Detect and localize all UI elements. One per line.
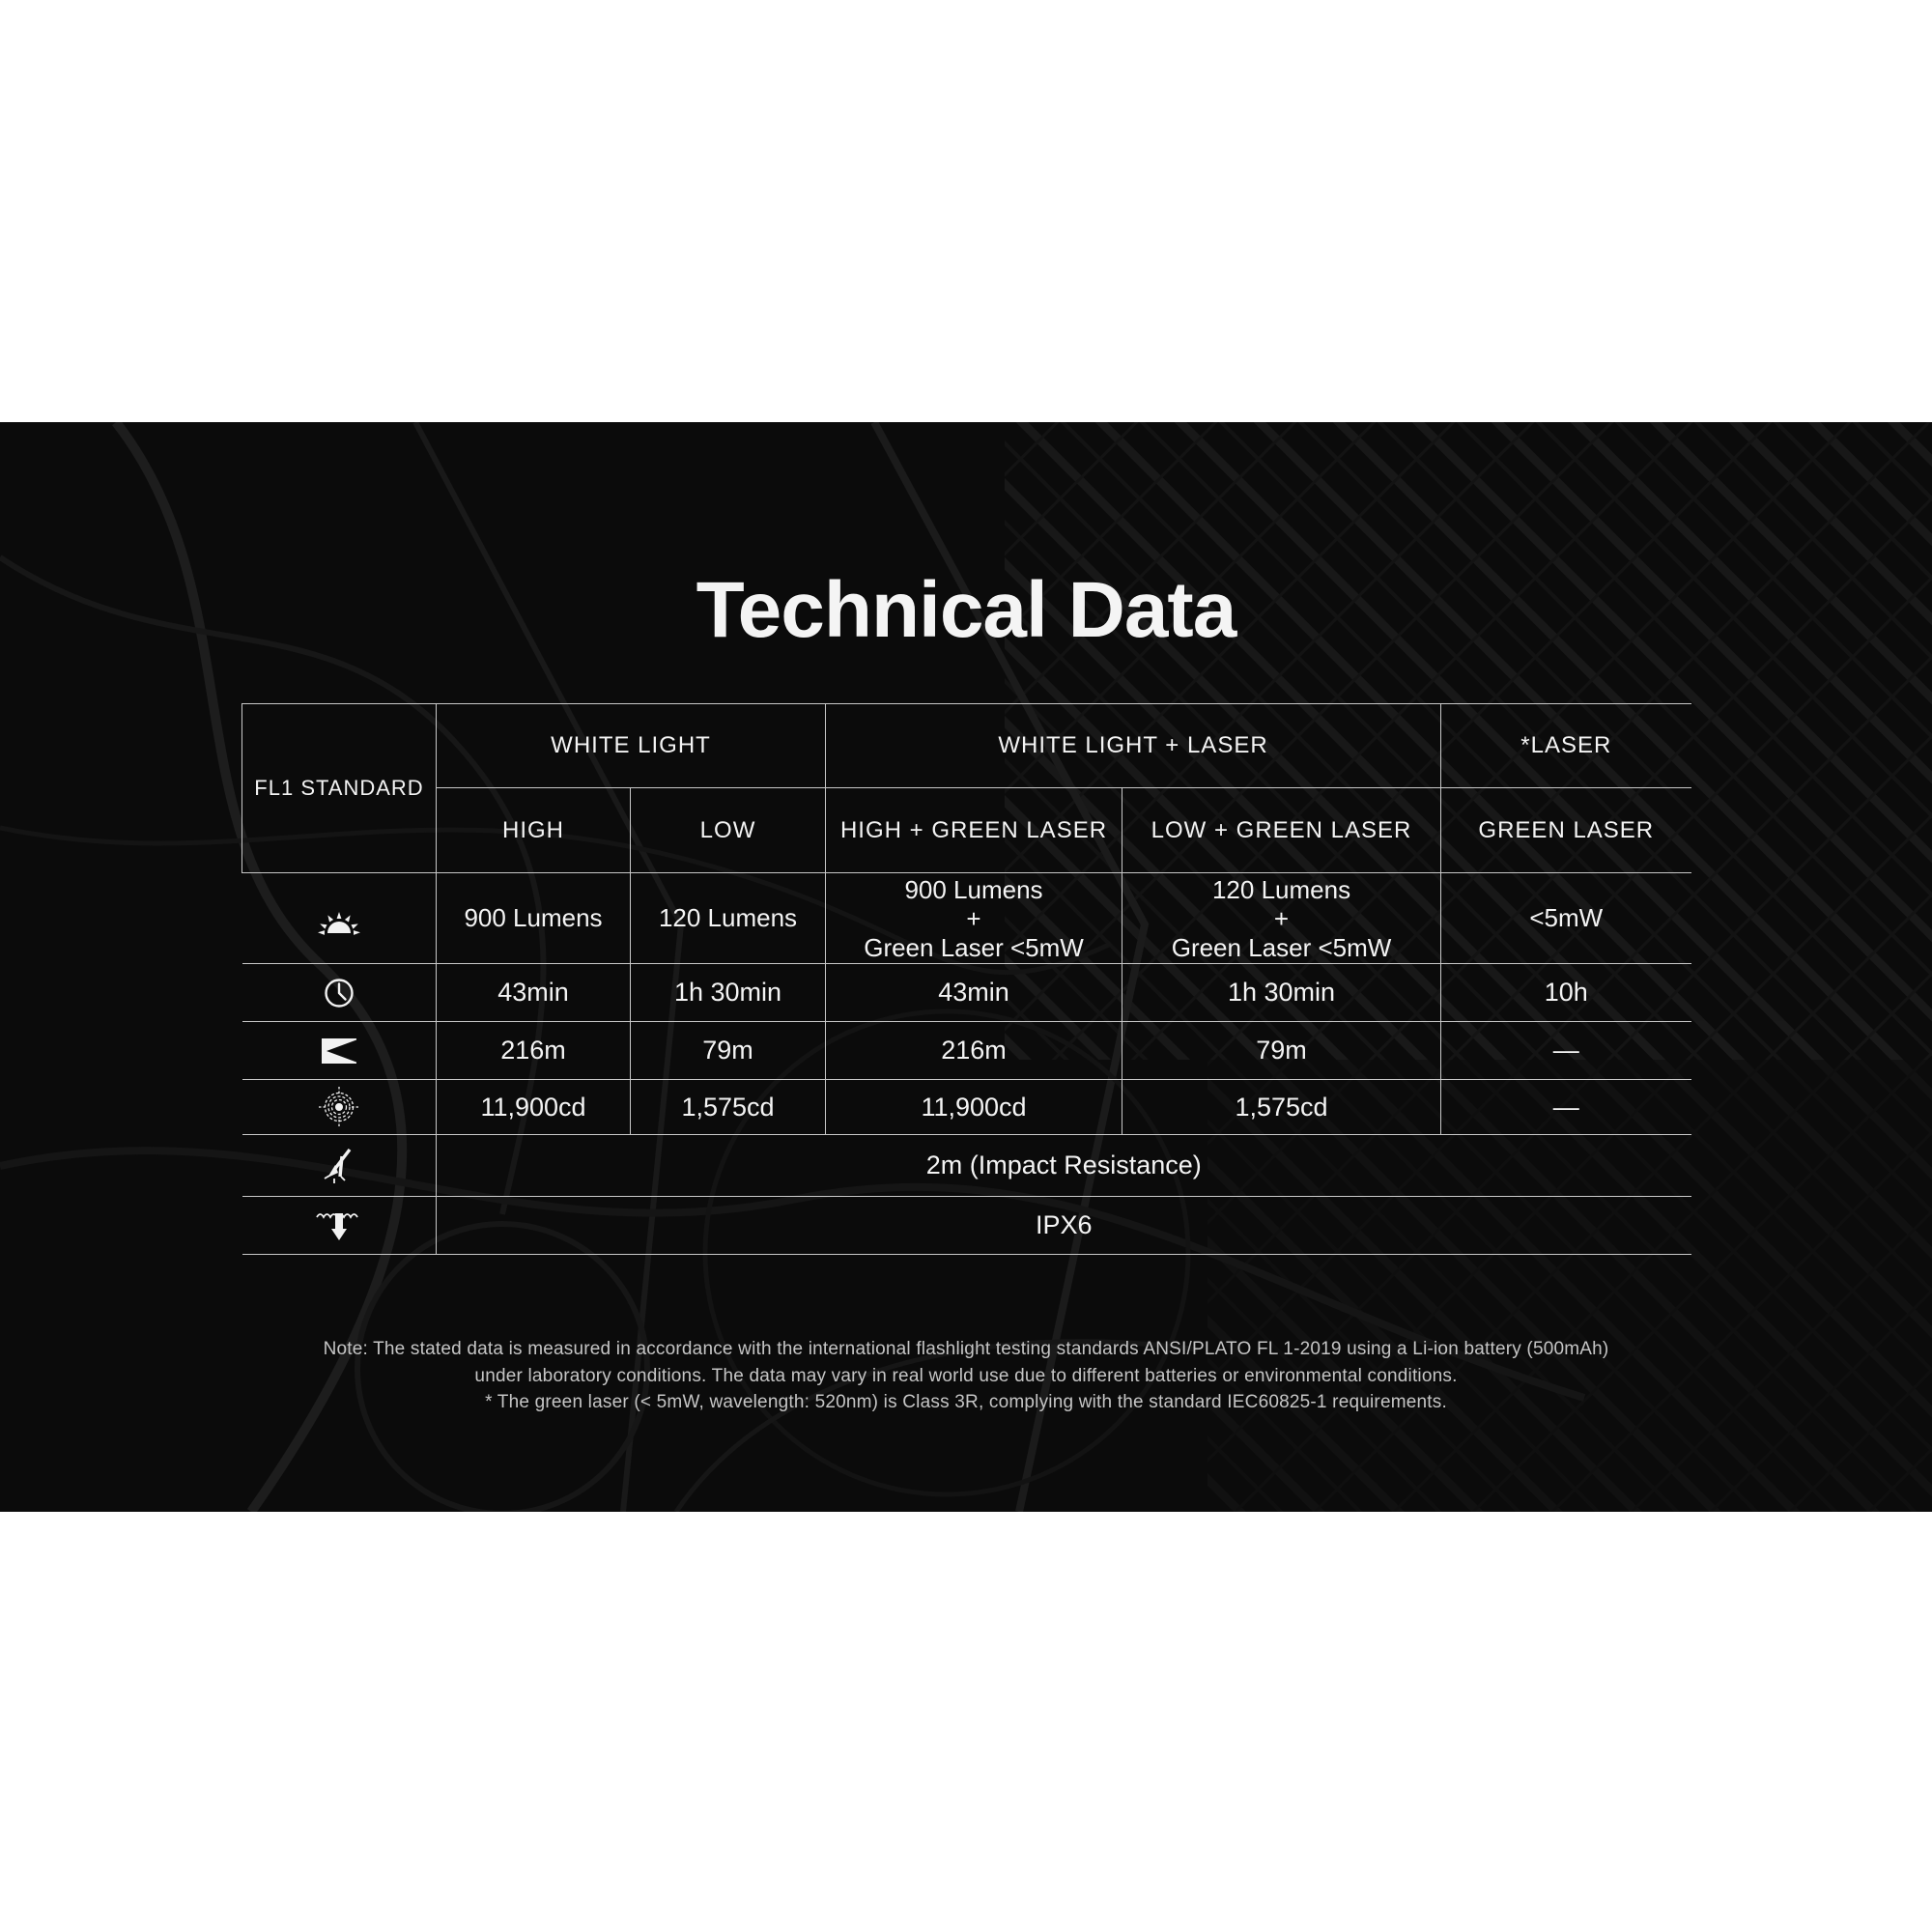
brightness-icon xyxy=(311,898,367,939)
cell-intensity-high: 11,900cd xyxy=(437,1080,631,1135)
group-header-laser: *LASER xyxy=(1441,704,1691,788)
slide xyxy=(0,422,1932,1512)
row-icon-cell xyxy=(242,1135,437,1197)
row-icon-cell xyxy=(242,964,437,1022)
cell-runtime-high: 43min xyxy=(437,964,631,1022)
table-row-impact-resistance xyxy=(242,1135,1691,1197)
page-title: Technical Data xyxy=(696,566,1236,654)
cell-runtime-high-laser: 43min xyxy=(826,964,1122,1022)
table-row-runtime xyxy=(242,964,1691,1022)
impact-resistance-icon xyxy=(315,1144,363,1188)
column-header-low: LOW xyxy=(631,788,826,873)
table-row-water-resistance xyxy=(242,1197,1691,1255)
cell-lumens-low-laser: 120 Lumens + Green Laser <5mW xyxy=(1122,873,1441,964)
cell-runtime-low: 1h 30min xyxy=(631,964,826,1022)
cell-laser-output: <5mW xyxy=(1441,873,1691,964)
column-header-high-green-laser: HIGH + GREEN LASER xyxy=(826,788,1122,873)
cell-distance-laser: — xyxy=(1441,1022,1691,1080)
cell-intensity-low: 1,575cd xyxy=(631,1080,826,1135)
row-icon-cell xyxy=(242,873,437,964)
footnote xyxy=(0,1336,1932,1416)
row-icon-cell xyxy=(242,1080,437,1135)
cell-intensity-low-laser: 1,575cd xyxy=(1122,1080,1441,1135)
column-header-low-green-laser: LOW + GREEN LASER xyxy=(1122,788,1441,873)
table-row-peak-intensity xyxy=(242,1080,1691,1135)
group-header-white-light: WHITE LIGHT xyxy=(437,704,826,788)
spec-table xyxy=(242,703,1691,1255)
cell-lumens-high-laser: 900 Lumens + Green Laser <5mW xyxy=(826,873,1122,964)
runtime-icon xyxy=(319,973,359,1013)
cell-runtime-low-laser: 1h 30min xyxy=(1122,964,1441,1022)
cell-distance-high-laser: 216m xyxy=(826,1022,1122,1080)
water-resistance-icon xyxy=(314,1206,364,1246)
cell-intensity-high-laser: 11,900cd xyxy=(826,1080,1122,1135)
cell-lumens-low: 120 Lumens xyxy=(631,873,826,964)
cell-distance-low: 79m xyxy=(631,1022,826,1080)
cell-runtime-laser: 10h xyxy=(1441,964,1691,1022)
footnote-line: under laboratory conditions. The data may vary in real world use due to different batteries or environmental conditions. xyxy=(474,1365,1458,1386)
footnote-line: Note: The stated data is measured in accordance with the international flashlight testing standards ANSI/PLATO FL 1-2019 using a Li-ion battery (500mAh) xyxy=(323,1339,1609,1359)
row-icon-cell xyxy=(242,1022,437,1080)
cell-water-resistance: IPX6 xyxy=(437,1197,1691,1255)
cell-intensity-laser: — xyxy=(1441,1080,1691,1135)
table-row-brightness xyxy=(242,873,1691,964)
footnote-line: * The green laser (< 5mW, wavelength: 520nm) is Class 3R, complying with the standard IEC60825-1 requirements. xyxy=(485,1392,1447,1412)
corner-label: FL1 STANDARD xyxy=(242,704,437,873)
cell-distance-low-laser: 79m xyxy=(1122,1022,1441,1080)
cell-impact-resistance: 2m (Impact Resistance) xyxy=(437,1135,1691,1197)
column-header-green-laser: GREEN LASER xyxy=(1441,788,1691,873)
row-icon-cell xyxy=(242,1197,437,1255)
intensity-icon xyxy=(317,1085,361,1129)
table-row-beam-distance xyxy=(242,1022,1691,1080)
column-header-high: HIGH xyxy=(437,788,631,873)
group-header-white-light-laser: WHITE LIGHT + LASER xyxy=(826,704,1441,788)
cell-distance-high: 216m xyxy=(437,1022,631,1080)
cell-lumens-high: 900 Lumens xyxy=(437,873,631,964)
beam-distance-icon xyxy=(318,1036,360,1066)
